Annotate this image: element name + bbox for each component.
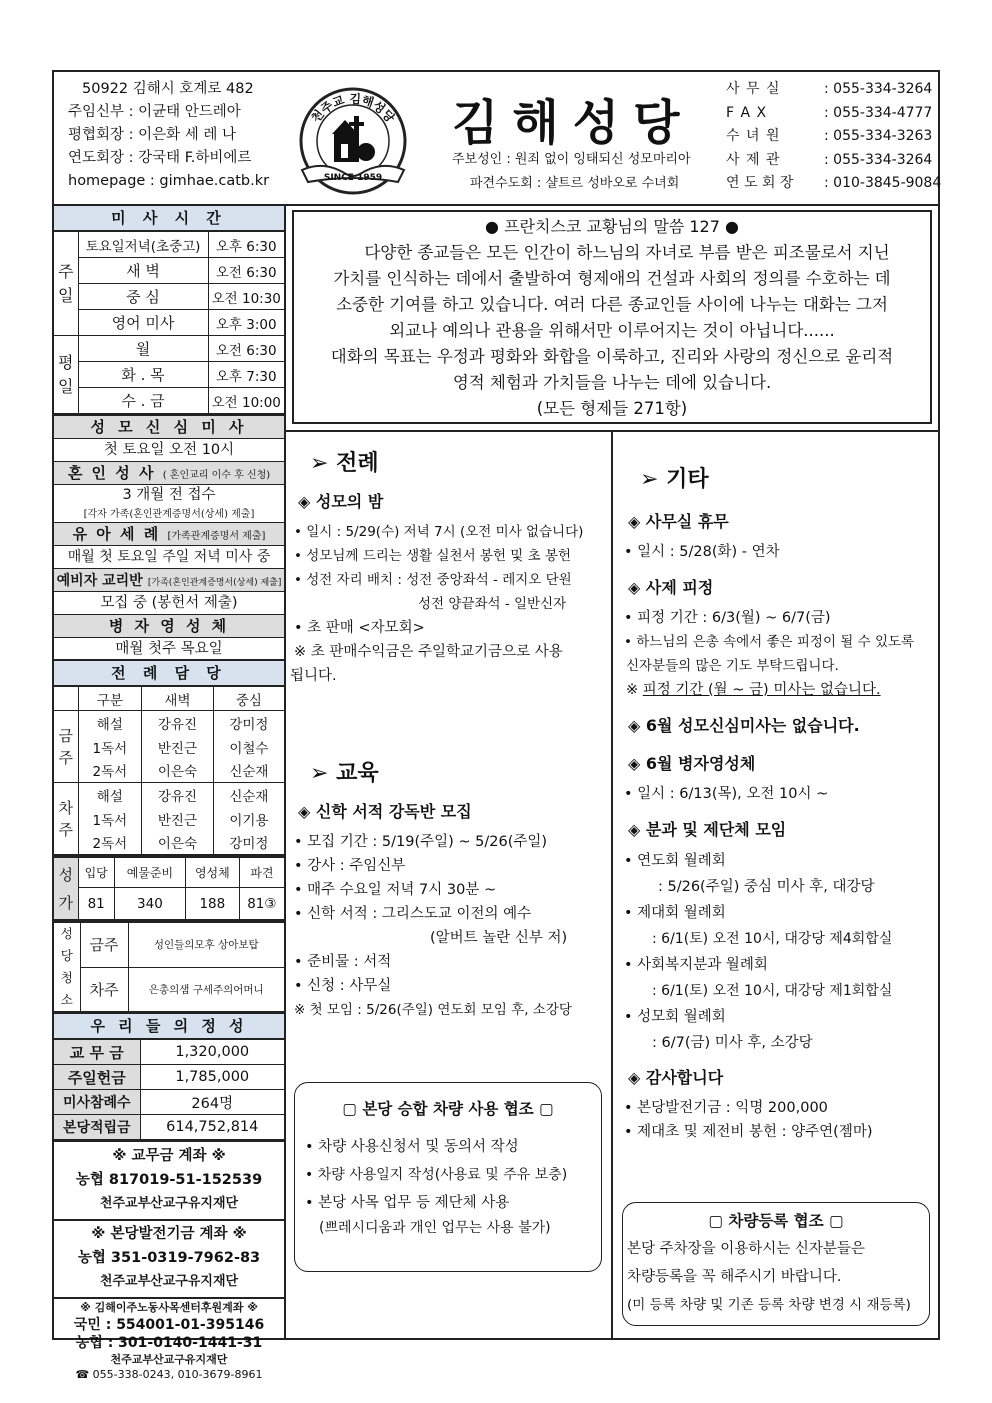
van-box-title: ▢ 본당 승합 차량 사용 협조 ▢ [342,1100,554,1118]
address: 50922 김해시 호계로 482 [82,81,254,97]
note: ※ 첫 모임 : 5/26(주일) 연도회 모임 후, 소강당 [294,1002,572,1018]
catechumen-text: 모집 중 (봉헌서 제출) [54,592,284,615]
cleaning-table [54,922,284,1012]
building-account-owner: 천주교부산교구유지재단 [99,1274,239,1289]
logo-text: 천주교 김해성당 [308,91,398,125]
clean-week: 금주 [80,923,128,968]
thanks-heading: ◈ 감사합니다 [628,1068,724,1087]
person: 신순재 [213,759,284,783]
retreat-heading: ◈ 사제 피정 [628,578,714,597]
offering-value: 264명 [140,1090,284,1115]
marian-text: 첫 토요일 오전 10시 [54,439,284,462]
contact-label: 사 제 관 [726,151,781,168]
offering-label: 교 무 금 [54,1040,140,1065]
svg-text:천주교 김해성당 [308,91,399,125]
role: 2독서 [78,759,142,783]
mass-time: 오후 6:30 [208,232,284,258]
wedding-title-text: 혼 인 성 사 [67,464,156,482]
person: 이은숙 [142,831,214,855]
person: 강유진 [142,783,214,807]
mass-name: 새 벽 [78,258,208,284]
parish-title: 김해성당 [452,95,694,151]
role: 해설 [78,711,142,735]
list-item: • 일시 : 5/28(화) - 연차 [624,544,780,560]
choir-label: 성가 [54,858,78,920]
list-item: • 차량 사용신청서 및 동의서 작성 [305,1139,519,1155]
choir-hymn: 81③ [239,888,284,920]
mass-name: 수 . 금 [78,388,208,414]
convent: 파견수도회 : 샬트르 성바오로 수녀회 [470,176,680,191]
offering-title: 우 리 들 의 정 성 [54,1014,284,1039]
contact-label: 사 무 실 [726,81,781,97]
list-item: • 신학 서적 : 그리스도교 이전의 예수 [294,906,532,922]
list-item: • 차량 사용일지 작성(사용료 및 주유 보충) [305,1167,568,1183]
sick-communion-heading: ◈ 6월 병자영성체 [628,754,756,773]
quote-title: ● 프란치스코 교황님의 말씀 127 ● [485,217,739,236]
person: 강미정 [213,711,284,735]
infant-text: 매월 첫 토요일 주일 저녁 미사 중 [54,546,284,569]
pope-quote-box [292,210,932,424]
list-item: • 사회복지분과 월례회 [624,957,768,973]
list-item: • 준비물 : 서적 [294,954,392,970]
liturgy-section [290,452,608,688]
registration-line: 차량등록을 꼭 해주시기 바랍니다. [627,1269,842,1285]
liturgy-table [54,686,284,855]
contact-label: 수 녀 원 [726,128,781,144]
logo-since: SINCE 1959 [323,173,383,183]
person: 반진근 [142,735,214,759]
migrant-account-number: 국민 : 554001-01-395146 [73,1317,265,1333]
offering-value: 1,320,000 [140,1040,284,1065]
choir-col: 파견 [239,858,284,888]
quote-source: (모든 형제들 271항) [536,399,688,418]
migrant-center-account [54,1299,284,1383]
quote-line: 소중한 기여를 하고 있습니다. 여러 다른 종교인들 사이에 나누는 대화는 그저 [336,295,888,314]
next-week-label: 차주 [54,783,78,855]
person: 이기용 [213,807,284,831]
list-item: • 강사 : 주임신부 [294,858,406,874]
building-account-number: 농협 351-0319-7962-83 [77,1250,261,1266]
list-item: 성전 양끝좌석 - 일반신자 [418,596,567,612]
etc-heading: ➢ 기타 [640,467,709,492]
mass-time: 오후 3:00 [208,310,284,336]
mass-time: 오전 10:00 [208,388,284,414]
left-sidebar [54,206,286,1381]
mass-time: 오전 10:30 [208,284,284,310]
offering-value: 1,785,000 [140,1065,284,1090]
patron-saint: 주보성인 : 원죄 없이 잉태되신 성모마리아 [452,152,691,167]
education-section [290,762,608,1022]
choir-hymn: 81 [78,888,114,920]
meetings-heading: ◈ 분과 및 제단체 모임 [628,820,787,839]
infant-title-text: 유 아 세 례 [72,525,161,543]
cleaning-label: 성당청소 [54,923,80,1012]
marian-night-heading: ◈ 성모의 밤 [298,492,384,511]
col-header: 새벽 [142,687,214,711]
contact-row [726,172,941,196]
contact-row [726,149,941,173]
offering-label: 미사참례수 [54,1090,140,1115]
council-president: 평협회장 : 이은화 세 레 나 [68,127,237,143]
list-item: • 성전 자리 배치 : 성전 중앙좌석 - 레지오 단원 [294,572,572,588]
contact-row [726,102,941,126]
list-item: • 성모님께 드리는 생활 실천서 봉헌 및 초 봉헌 [294,548,572,564]
person: 강미정 [213,831,284,855]
offering-label: 주일헌금 [54,1065,140,1090]
choir-col: 예물준비 [114,858,185,888]
migrant-account-title: ※ 김해이주노동사목센터후원계좌 ※ [80,1301,258,1314]
list-item: (알버트 놀란 신부 저) [430,930,568,946]
col-header: 구분 [78,687,142,711]
bulletin-frame [52,70,942,1381]
van-usage-box [294,1082,602,1272]
contact-value: : 055-334-4777 [824,104,933,121]
building-fund-account [54,1221,284,1299]
list-item: • 본당 사목 업무 등 제단체 사용 [305,1195,510,1211]
list-item: 신자분들의 많은 기도 부탁드립니다. [626,658,839,674]
list-item: • 하느님의 은총 속에서 좋은 피정이 될 수 있도록 [624,634,915,650]
patron-info [452,148,691,196]
contact-value: : 055-334-3264 [824,81,933,97]
contact-value: : 010-3845-9084 [824,175,942,191]
infant-note: [가족관계증명서 제출] [167,531,266,542]
person: 이철수 [213,735,284,759]
person: 이은숙 [142,759,214,783]
catechumen-note: [가족(혼인관계증명서(상세) 제출] [147,578,282,588]
tithe-account-title: ※ 교무금 계좌 ※ [112,1148,226,1164]
education-heading: ➢ 교육 [310,761,379,786]
tithe-account-owner: 천주교부산교구유지재단 [99,1196,239,1211]
mass-name: 영어 미사 [78,310,208,336]
person: 신순재 [213,783,284,807]
liturgy-title: 전 례 담 당 [54,661,284,686]
offering-label: 본당적립금 [54,1115,140,1140]
mass-time: 오전 6:30 [208,258,284,284]
note-text: 피정 기간 (월 ~ 금) 미사는 없습니다. [642,682,881,698]
reading-group-heading: ◈ 신학 서적 강독반 모집 [298,802,472,821]
infant-title [54,523,284,546]
note: ※ 초 판매수익금은 주일학교기금으로 사용 [294,644,563,660]
list-item: • 연도회 월례회 [624,853,726,869]
list-item: • 일시 : 5/29(수) 저녁 7시 (오전 미사 없습니다) [294,524,584,540]
mass-name: 화 . 목 [78,362,208,388]
clean-week: 차주 [80,967,128,1012]
liturgy-heading: ➢ 전례 [310,451,379,476]
etc-section [620,468,938,1144]
list-item: • 제대회 월례회 [624,905,726,921]
quote-line: 가치를 인식하는 데에서 출발하여 형제애의 건설과 사회의 정의를 수호하는 데 [333,269,891,288]
weekday-label: 평일 [54,336,78,414]
homepage: homepage : gimhae.catb.kr [68,173,270,189]
migrant-account-owner: 천주교부산교구유지재단 [110,1353,228,1366]
list-item: • 제대초 및 제전비 봉헌 : 양주연(젬마) [624,1124,873,1140]
building-account-title: ※ 본당발전기금 계좌 ※ [91,1226,247,1242]
wedding-text: 3 개월 전 접수 [122,487,216,503]
list-item: • 성모회 월례회 [624,1009,726,1025]
wedding-note: ( 혼인교리 이수 후 신청) [162,470,271,481]
wedding-docs: [각자 가족(혼인관계증명서(상세) 제출] [54,506,284,523]
contact-row [726,125,941,149]
catechumen-title [54,569,284,592]
role: 1독서 [78,735,142,759]
migrant-account-number: 농협 : 301-0140-1441-31 [75,1335,263,1351]
list-item: • 매주 수요일 저녁 7시 30분 ~ [294,882,497,898]
migrant-center-phone: ☎ 055-338-0243, 010-3679-8961 [75,1368,263,1381]
registration-line: 본당 주차장을 이용하시는 신자분들은 [627,1241,865,1257]
list-item: : 6/1(토) 오전 10시, 대강당 제1회합실 [652,983,893,999]
sunday-label: 주일 [54,232,78,336]
header [54,72,942,206]
list-item: (쁘레시디움과 개인 업무는 사용 불가) [319,1220,551,1236]
wedding-title [54,462,284,485]
choir-hymn: 340 [114,888,185,920]
choir-hymn: 188 [185,888,239,920]
car-registration-box [622,1202,930,1326]
quote-line: 다양한 종교들은 모든 인간이 하느님의 자녀로 부름 받은 피조물로서 지닌 [364,243,890,262]
list-item: : 6/7(금) 미사 후, 소강당 [652,1035,813,1051]
quote-line: 영적 체험과 가치들을 나누는 데에 있습니다. [452,373,772,392]
mass-name: 토요일저녁(초중고) [78,232,208,258]
role: 해설 [78,783,142,807]
quote-line: 대화의 목표는 우정과 평화와 화합을 이룩하고, 진리와 사랑의 정신으로 윤리적 [330,347,894,366]
tithe-account [54,1142,284,1221]
marian-mass-notice: ◈ 6월 성모신심미사는 없습니다. [628,716,860,735]
registration-line: (미 등록 차량 및 기존 등록 차량 변경 시 재등록) [627,1297,911,1313]
list-item: • 피정 기간 : 6/3(월) ~ 6/7(금) [624,610,831,626]
registration-box-title: ▢ 차량등록 협조 ▢ [708,1212,844,1230]
contact-label: F A X [726,104,768,121]
mass-table [54,231,284,414]
offering-value: 614,752,814 [140,1115,284,1140]
choir-col: 입당 [78,858,114,888]
parish-logo-icon [294,82,412,200]
role: 1독서 [78,807,142,831]
mass-time: 오전 6:30 [208,336,284,362]
person: 강유진 [142,711,214,735]
choir-col: 영성체 [185,858,239,888]
list-item: : 6/1(토) 오전 10시, 대강당 제4회합실 [652,931,893,947]
list-item: • 일시 : 6/13(목), 오전 10시 ~ [624,786,829,802]
list-item: : 5/26(주일) 중심 미사 후, 대강당 [658,879,875,895]
mass-time: 오후 7:30 [208,362,284,388]
clean-groups: 성인들의모후 상아보탑 [128,923,284,968]
person: 반진근 [142,807,214,831]
list-item: • 초 판매 <자모회> [294,620,425,636]
mass-title: 미 사 시 간 [54,206,284,231]
mass-name: 월 [78,336,208,362]
sick-title: 병 자 영 성 체 [54,615,284,638]
contact-label: 연 도 회 장 [726,175,794,191]
role: 2독서 [78,831,142,855]
note: 됩니다. [290,668,337,684]
contact-row [726,78,941,102]
list-item: • 신청 : 사무실 [294,978,392,994]
contacts [726,78,941,196]
list-item: • 모집 기간 : 5/19(주일) ~ 5/26(주일) [294,834,548,850]
pastor: 주임신부 : 이균태 안드레아 [68,104,241,120]
tithe-account-number: 농협 817019-51-152539 [75,1172,263,1188]
retreat-note [620,678,938,702]
office-closed-heading: ◈ 사무실 휴무 [628,512,729,531]
mass-name: 중 심 [78,284,208,310]
catechumen-title-text: 예비자 교리반 [56,573,143,589]
quote-line: 외교나 예의나 관용을 위해서만 이루어지는 것이 아닙니다...... [389,321,835,340]
contact-value: : 055-334-3263 [824,128,933,144]
offering-table [54,1039,284,1140]
contact-value: : 055-334-3264 [824,151,933,168]
elders-president: 연도회장 : 강국태 F.하비에르 [68,150,252,166]
note-mark: ※ [626,682,639,698]
col-header: 중심 [213,687,284,711]
this-week-label: 금주 [54,711,78,783]
marian-title: 성 모 신 심 미 사 [54,416,284,439]
column-divider [611,430,613,1340]
sick-text: 매월 첫주 목요일 [54,638,284,661]
list-item: • 본당발전기금 : 익명 200,000 [624,1100,828,1116]
choir-table [54,857,284,920]
parish-info [68,78,269,193]
clean-groups: 은총의샘 구세주의어머니 [128,967,284,1012]
